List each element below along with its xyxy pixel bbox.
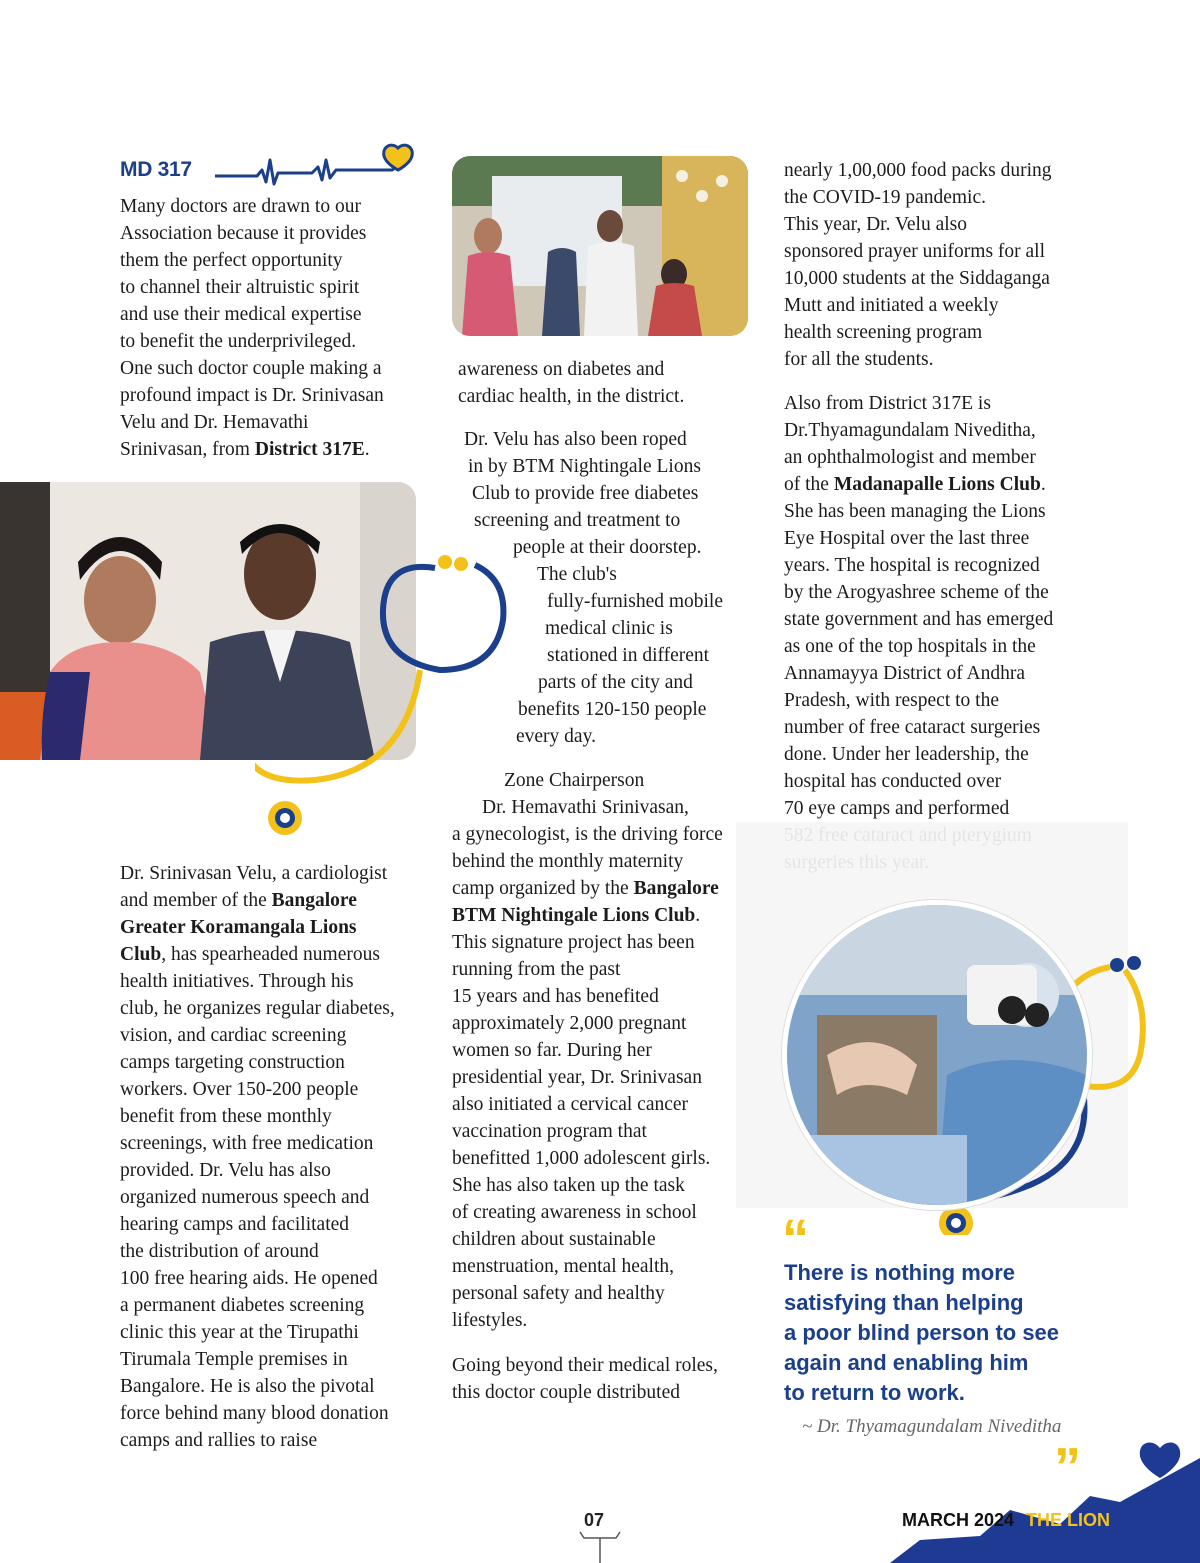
text-line: She has been managing the Lions (784, 501, 1046, 522)
text-line: menstruation, mental health, (452, 1256, 675, 1277)
col2-paragraph-4 (452, 1352, 762, 1406)
text-line: force behind many blood donation (120, 1403, 389, 1424)
close-quote-mark: ” (1054, 1437, 1081, 1497)
text-line: medical clinic is (545, 618, 673, 639)
text-line: stationed in different (547, 645, 710, 666)
text-line: benefits 120-150 people (518, 699, 707, 720)
text-line: workers. Over 150-200 people (120, 1079, 359, 1100)
text-line: by the Arogyashree scheme of the (784, 582, 1049, 603)
text-line: Greater Koramangala Lions (120, 917, 357, 938)
text-line: cardiac health, in the district. (458, 386, 685, 407)
page-number-bracket (578, 1530, 622, 1563)
text-line: to channel their altruistic spirit (120, 277, 360, 298)
text-line: also initiated a cervical cancer (452, 1094, 689, 1115)
text-line: provided. Dr. Velu has also (120, 1160, 331, 1181)
text-line: a gynecologist, is the driving force (452, 824, 723, 845)
intro-paragraph (120, 193, 420, 463)
text-line: Tirumala Temple premises in (120, 1349, 348, 1370)
text-line: screenings, with free medication (120, 1133, 374, 1154)
text-line: Also from District 317E is (784, 393, 991, 414)
text-line: personal safety and healthy (452, 1283, 665, 1304)
text-line: Dr. Hemavathi Srinivasan, (482, 797, 689, 818)
text-line: club, he organizes regular diabetes, (120, 998, 395, 1019)
text-line: vaccination program that (452, 1121, 647, 1142)
text-line: health initiatives. Through his (120, 971, 354, 992)
quote-line: There is nothing more (784, 1260, 1016, 1285)
text-line: and member of the Bangalore (120, 890, 357, 911)
text-line: This signature project has been (452, 932, 695, 953)
text-line: people at their doorstep. (513, 537, 702, 558)
text-line: 10,000 students at the Siddaganga (784, 268, 1050, 289)
text-line: behind the monthly maternity (452, 851, 684, 872)
text-line: camps and rallies to raise (120, 1430, 318, 1451)
text-line: every day. (516, 726, 596, 747)
text-line: Dr.Thyamagundalam Niveditha, (784, 420, 1036, 441)
text-line: sponsored prayer uniforms for all (784, 241, 1046, 262)
text-line: the COVID-19 pandemic. (784, 187, 986, 208)
text-line: children about sustainable (452, 1229, 656, 1250)
text-line: an ophthalmologist and member (784, 447, 1036, 468)
text-line: Bangalore. He is also the pivotal (120, 1376, 375, 1397)
text-line: camp organized by the Bangalore (452, 878, 719, 899)
text-line: profound impact is Dr. Srinivasan (120, 385, 384, 406)
text-line: Velu and Dr. Hemavathi (120, 412, 309, 433)
text-line: 15 years and has benefited (452, 986, 659, 1007)
text-line: as one of the top hospitals in the (784, 636, 1036, 657)
text-line: parts of the city and (538, 672, 693, 693)
text-line: hospital has conducted over (784, 771, 1002, 792)
district-name: District 317E (254, 439, 365, 460)
text-line: a permanent diabetes screening (120, 1295, 365, 1316)
text-line: BTM Nightingale Lions Club. (452, 905, 701, 926)
quote-line: again and enabling him (784, 1350, 1029, 1375)
page-number: 07 (584, 1510, 605, 1530)
text-line: them the perfect opportunity (120, 250, 343, 271)
text-line: clinic this year at the Tirupathi (120, 1322, 359, 1343)
text-line: The club's (537, 564, 617, 585)
text-line: for all the students. (784, 349, 934, 370)
text-line: Dr. Velu has also been roped (464, 429, 687, 450)
text-line: Mutt and initiated a weekly (784, 295, 999, 316)
footer-banner-shape (860, 1437, 1200, 1563)
text-line: done. Under her leadership, the (784, 744, 1029, 765)
text-line: Zone Chairperson (504, 770, 645, 791)
text-line: hearing camps and facilitated (120, 1214, 350, 1235)
col2-paragraph-3 (0, 767, 800, 1347)
text-line: health screening program (784, 322, 983, 343)
pull-quote (784, 1258, 1104, 1408)
text-line: Many doctors are drawn to our (120, 196, 361, 217)
issue-date: MARCH 2024 (902, 1510, 1015, 1530)
text-line: Club, has spearheaded numerous (120, 944, 380, 965)
text-line: 100 free hearing aids. He opened (120, 1268, 378, 1289)
text-line: presidential year, Dr. Srinivasan (452, 1067, 702, 1088)
quote-line: satisfying than helping (784, 1290, 1024, 1315)
text-line: Annamayya District of Andhra (784, 663, 1025, 684)
text-line: Dr. Srinivasan Velu, a cardiologist (120, 863, 388, 884)
text-line: years. The hospital is recognized (784, 555, 1040, 576)
text-line: nearly 1,00,000 food packs during (784, 160, 1052, 181)
quote-attribution: ~ Dr. Thyamagundalam Niveditha (802, 1416, 1062, 1437)
text-line: This year, Dr. Velu also (784, 214, 967, 235)
text-line: fully-furnished mobile (547, 591, 724, 612)
text-line: benefitted 1,000 adolescent girls. (452, 1148, 711, 1169)
text-line: approximately 2,000 pregnant (452, 1013, 687, 1034)
text-line: screening and treatment to (474, 510, 681, 531)
text-line: of the Madanapalle Lions Club. (784, 474, 1046, 495)
text-line: Pradesh, with respect to the (784, 690, 999, 711)
text-line: 70 eye camps and performed (784, 798, 1010, 819)
text-line: in by BTM Nightingale Lions (468, 456, 701, 477)
text-line: She has also taken up the task (452, 1175, 685, 1196)
col2-paragraph-2 (0, 426, 800, 756)
text-line: One such doctor couple making a (120, 358, 382, 379)
eye-surgery-photo (782, 900, 1092, 1210)
mobile-clinic-photo (452, 156, 748, 336)
text-line: awareness on diabetes and (458, 359, 665, 380)
magazine-name: THE LION (1026, 1510, 1110, 1530)
quote-line: a poor blind person to see (784, 1320, 1060, 1345)
text-line: of creating awareness in school (452, 1202, 697, 1223)
text-line: number of free cataract surgeries (784, 717, 1041, 738)
section-label: MD 317 (120, 158, 192, 181)
text-line: this doctor couple distributed (452, 1382, 681, 1403)
text-line: Club to provide free diabetes (472, 483, 699, 504)
quote-line: to return to work. (784, 1380, 965, 1405)
col2-paragraph-1 (458, 356, 758, 410)
heartbeat-line-icon (212, 140, 422, 190)
text-line: Eye Hospital over the last three (784, 528, 1030, 549)
text-line: lifestyles. (452, 1310, 528, 1331)
text-line: to benefit the underprivileged. (120, 331, 357, 352)
text-line: Going beyond their medical roles, (452, 1355, 718, 1376)
text-line: running from the past (452, 959, 621, 980)
text-line: the distribution of around (120, 1241, 319, 1262)
text-line: and use their medical expertise (120, 304, 362, 325)
text-line: vision, and cardiac screening (120, 1025, 347, 1046)
text-line: organized numerous speech and (120, 1187, 370, 1208)
text-line: Association because it provides (120, 223, 367, 244)
text-line: benefit from these monthly (120, 1106, 332, 1127)
text-line: women so far. During her (452, 1040, 652, 1061)
open-quote-mark: “ (782, 1209, 809, 1269)
col3-paragraph-2 (784, 390, 1094, 876)
text-line: state government and has emerged (784, 609, 1054, 630)
text-line: Srinivasan, from District 317E. (120, 439, 370, 460)
col3-paragraph-1 (784, 157, 1094, 373)
text-line: camps targeting construction (120, 1052, 345, 1073)
